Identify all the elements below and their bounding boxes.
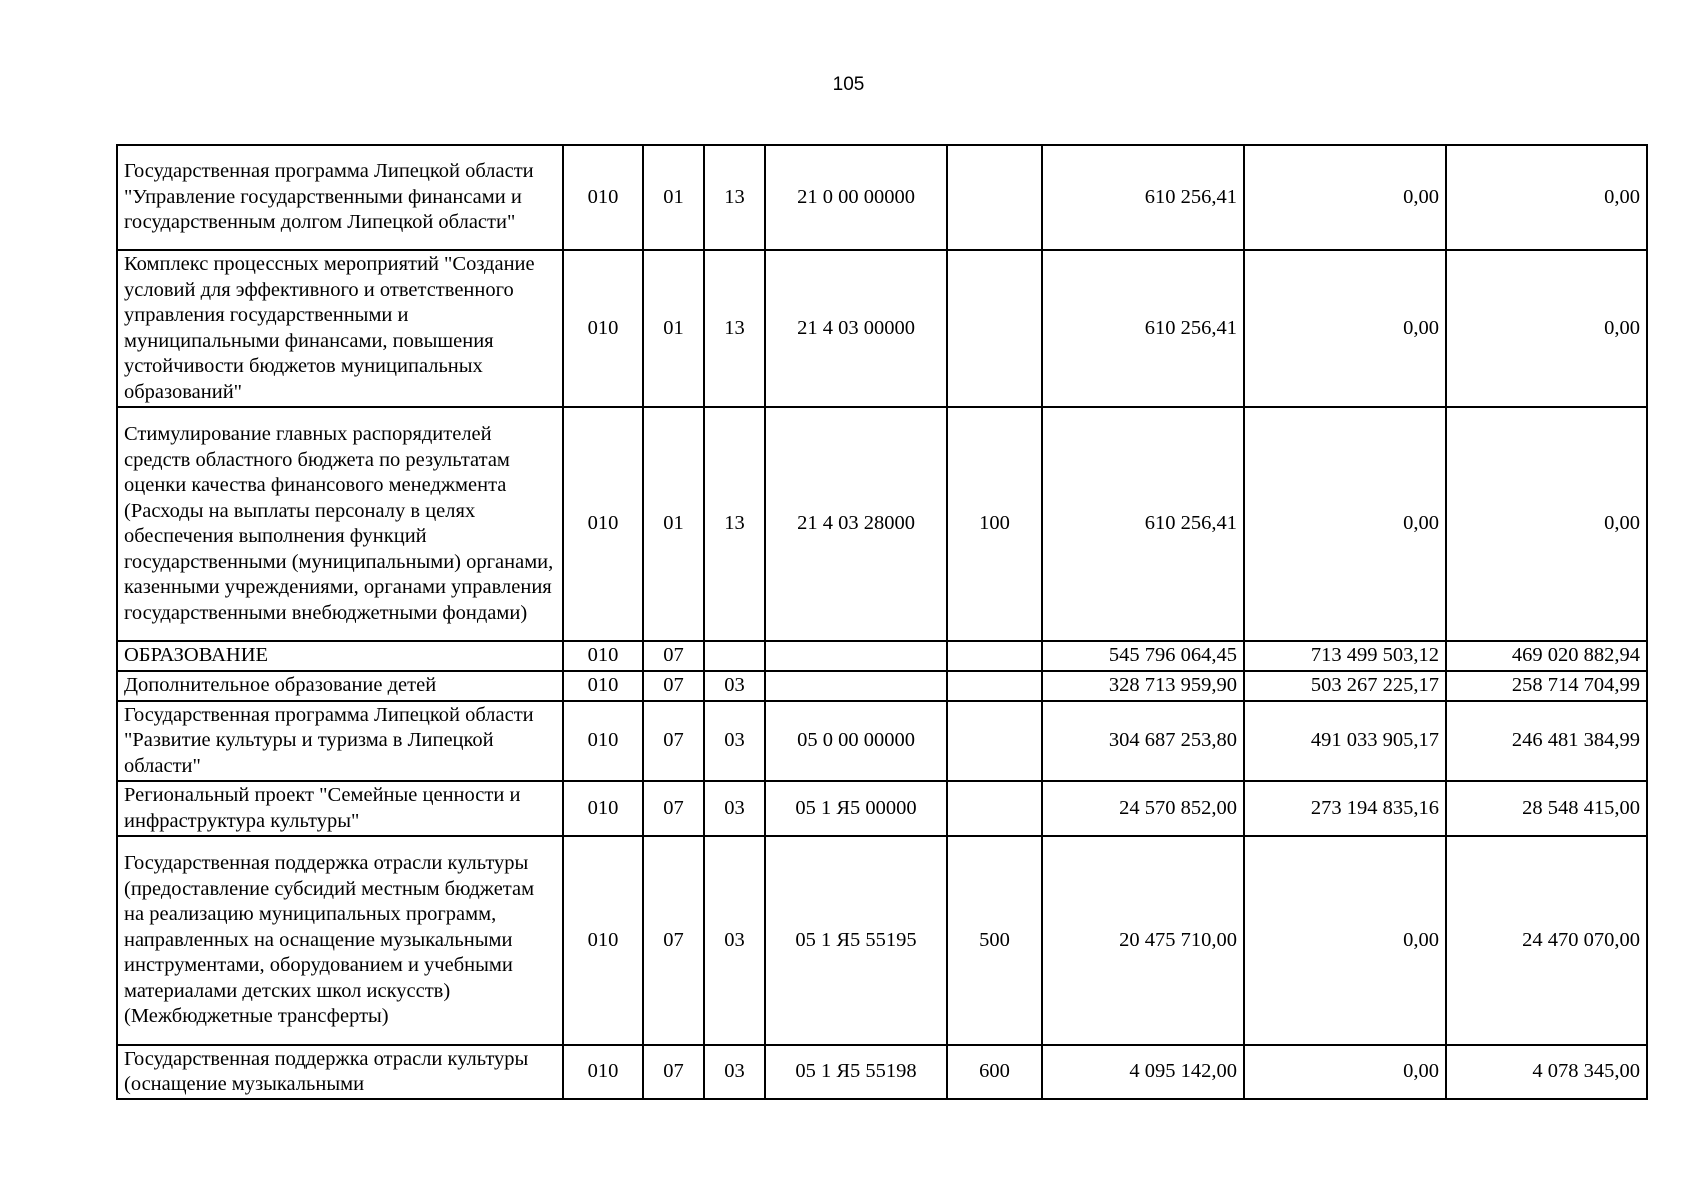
target-article-cell: 21 4 03 28000 <box>765 407 947 641</box>
expense-type-cell <box>947 641 1042 671</box>
amount-year-1-cell: 610 256,41 <box>1042 407 1244 641</box>
section-code-cell: 07 <box>643 641 704 671</box>
department-code-cell: 010 <box>563 407 643 641</box>
section-code-cell: 01 <box>643 407 704 641</box>
amount-year-2-cell: 0,00 <box>1244 407 1446 641</box>
subsection-code-cell: 03 <box>704 781 765 836</box>
expense-type-cell: 500 <box>947 836 1042 1045</box>
expense-name-cell: Стимулирование главных распорядителей средств областного бюджета по результатам оценки качества финансового менеджмента (Расходы на выплаты персоналу в целях обеспечения выполнения функций государственными (муниципальными) органами, казенными учреждениями, органами управления государственными внебюджетными фондами) <box>117 407 563 641</box>
amount-year-2-cell: 0,00 <box>1244 250 1446 407</box>
expense-type-cell: 600 <box>947 1045 1042 1099</box>
amount-year-3-cell: 0,00 <box>1446 250 1647 407</box>
expense-name-cell: Государственная поддержка отрасли культуры (предоставление субсидий местным бюджетам на реализацию муниципальных программ, направленных на оснащение музыкальными инструментами, оборудованием и учебными материалами детских школ искусств) (Межбюджетные трансферты) <box>117 836 563 1045</box>
amount-year-3-cell: 4 078 345,00 <box>1446 1045 1647 1099</box>
table-row <box>117 145 1647 250</box>
table-row <box>117 836 1647 1045</box>
target-article-cell: 05 1 Я5 00000 <box>765 781 947 836</box>
section-code-cell: 07 <box>643 836 704 1045</box>
amount-year-3-cell: 258 714 704,99 <box>1446 671 1647 701</box>
expense-type-cell <box>947 250 1042 407</box>
table-row <box>117 781 1647 836</box>
amount-year-2-cell: 0,00 <box>1244 1045 1446 1099</box>
amount-year-2-cell: 273 194 835,16 <box>1244 781 1446 836</box>
amount-year-3-cell: 28 548 415,00 <box>1446 781 1647 836</box>
section-code-cell: 07 <box>643 781 704 836</box>
expense-name-cell: ОБРАЗОВАНИЕ <box>117 641 563 671</box>
target-article-cell <box>765 641 947 671</box>
amount-year-2-cell: 503 267 225,17 <box>1244 671 1446 701</box>
section-code-cell: 07 <box>643 1045 704 1099</box>
department-code-cell: 010 <box>563 250 643 407</box>
amount-year-2-cell: 713 499 503,12 <box>1244 641 1446 671</box>
subsection-code-cell: 13 <box>704 145 765 250</box>
department-code-cell: 010 <box>563 1045 643 1099</box>
target-article-cell: 21 4 03 00000 <box>765 250 947 407</box>
department-code-cell: 010 <box>563 781 643 836</box>
department-code-cell: 010 <box>563 836 643 1045</box>
budget-table-body <box>117 145 1647 1099</box>
amount-year-1-cell: 4 095 142,00 <box>1042 1045 1244 1099</box>
subsection-code-cell: 03 <box>704 836 765 1045</box>
subsection-code-cell: 03 <box>704 671 765 701</box>
expense-name-cell: Государственная программа Липецкой области "Развитие культуры и туризма в Липецкой области" <box>117 701 563 781</box>
amount-year-1-cell: 328 713 959,90 <box>1042 671 1244 701</box>
expense-name-cell: Комплекс процессных мероприятий "Создание условий для эффективного и ответственного управления государственными и муниципальными финансами, повышения устойчивости бюджетов муниципальных образований" <box>117 250 563 407</box>
department-code-cell: 010 <box>563 641 643 671</box>
expense-type-cell: 100 <box>947 407 1042 641</box>
amount-year-1-cell: 24 570 852,00 <box>1042 781 1244 836</box>
target-article-cell <box>765 671 947 701</box>
section-code-cell: 01 <box>643 250 704 407</box>
target-article-cell: 05 0 00 00000 <box>765 701 947 781</box>
table-row <box>117 641 1647 671</box>
expense-type-cell <box>947 145 1042 250</box>
amount-year-3-cell: 0,00 <box>1446 407 1647 641</box>
table-row <box>117 250 1647 407</box>
subsection-code-cell: 03 <box>704 701 765 781</box>
table-row <box>117 1045 1647 1099</box>
amount-year-3-cell: 24 470 070,00 <box>1446 836 1647 1045</box>
table-row <box>117 701 1647 781</box>
expense-name-cell: Дополнительное образование детей <box>117 671 563 701</box>
department-code-cell: 010 <box>563 701 643 781</box>
page-number: 105 <box>832 74 865 95</box>
target-article-cell: 05 1 Я5 55195 <box>765 836 947 1045</box>
budget-table <box>116 144 1648 1100</box>
amount-year-1-cell: 545 796 064,45 <box>1042 641 1244 671</box>
subsection-code-cell: 13 <box>704 250 765 407</box>
expense-name-cell: Государственная поддержка отрасли культуры (оснащение музыкальными <box>117 1045 563 1099</box>
department-code-cell: 010 <box>563 671 643 701</box>
table-row <box>117 407 1647 641</box>
department-code-cell: 010 <box>563 145 643 250</box>
amount-year-1-cell: 20 475 710,00 <box>1042 836 1244 1045</box>
amount-year-1-cell: 610 256,41 <box>1042 145 1244 250</box>
table-row <box>117 671 1647 701</box>
section-code-cell: 01 <box>643 145 704 250</box>
amount-year-2-cell: 491 033 905,17 <box>1244 701 1446 781</box>
amount-year-3-cell: 469 020 882,94 <box>1446 641 1647 671</box>
subsection-code-cell: 03 <box>704 1045 765 1099</box>
expense-name-cell: Государственная программа Липецкой области "Управление государственными финансами и государственным долгом Липецкой области" <box>117 145 563 250</box>
expense-type-cell <box>947 701 1042 781</box>
expense-type-cell <box>947 781 1042 836</box>
amount-year-1-cell: 610 256,41 <box>1042 250 1244 407</box>
subsection-code-cell <box>704 641 765 671</box>
amount-year-2-cell: 0,00 <box>1244 145 1446 250</box>
expense-type-cell <box>947 671 1042 701</box>
subsection-code-cell: 13 <box>704 407 765 641</box>
expense-name-cell: Региональный проект "Семейные ценности и инфраструктура культуры" <box>117 781 563 836</box>
section-code-cell: 07 <box>643 701 704 781</box>
target-article-cell: 05 1 Я5 55198 <box>765 1045 947 1099</box>
amount-year-1-cell: 304 687 253,80 <box>1042 701 1244 781</box>
amount-year-2-cell: 0,00 <box>1244 836 1446 1045</box>
target-article-cell: 21 0 00 00000 <box>765 145 947 250</box>
section-code-cell: 07 <box>643 671 704 701</box>
amount-year-3-cell: 0,00 <box>1446 145 1647 250</box>
amount-year-3-cell: 246 481 384,99 <box>1446 701 1647 781</box>
